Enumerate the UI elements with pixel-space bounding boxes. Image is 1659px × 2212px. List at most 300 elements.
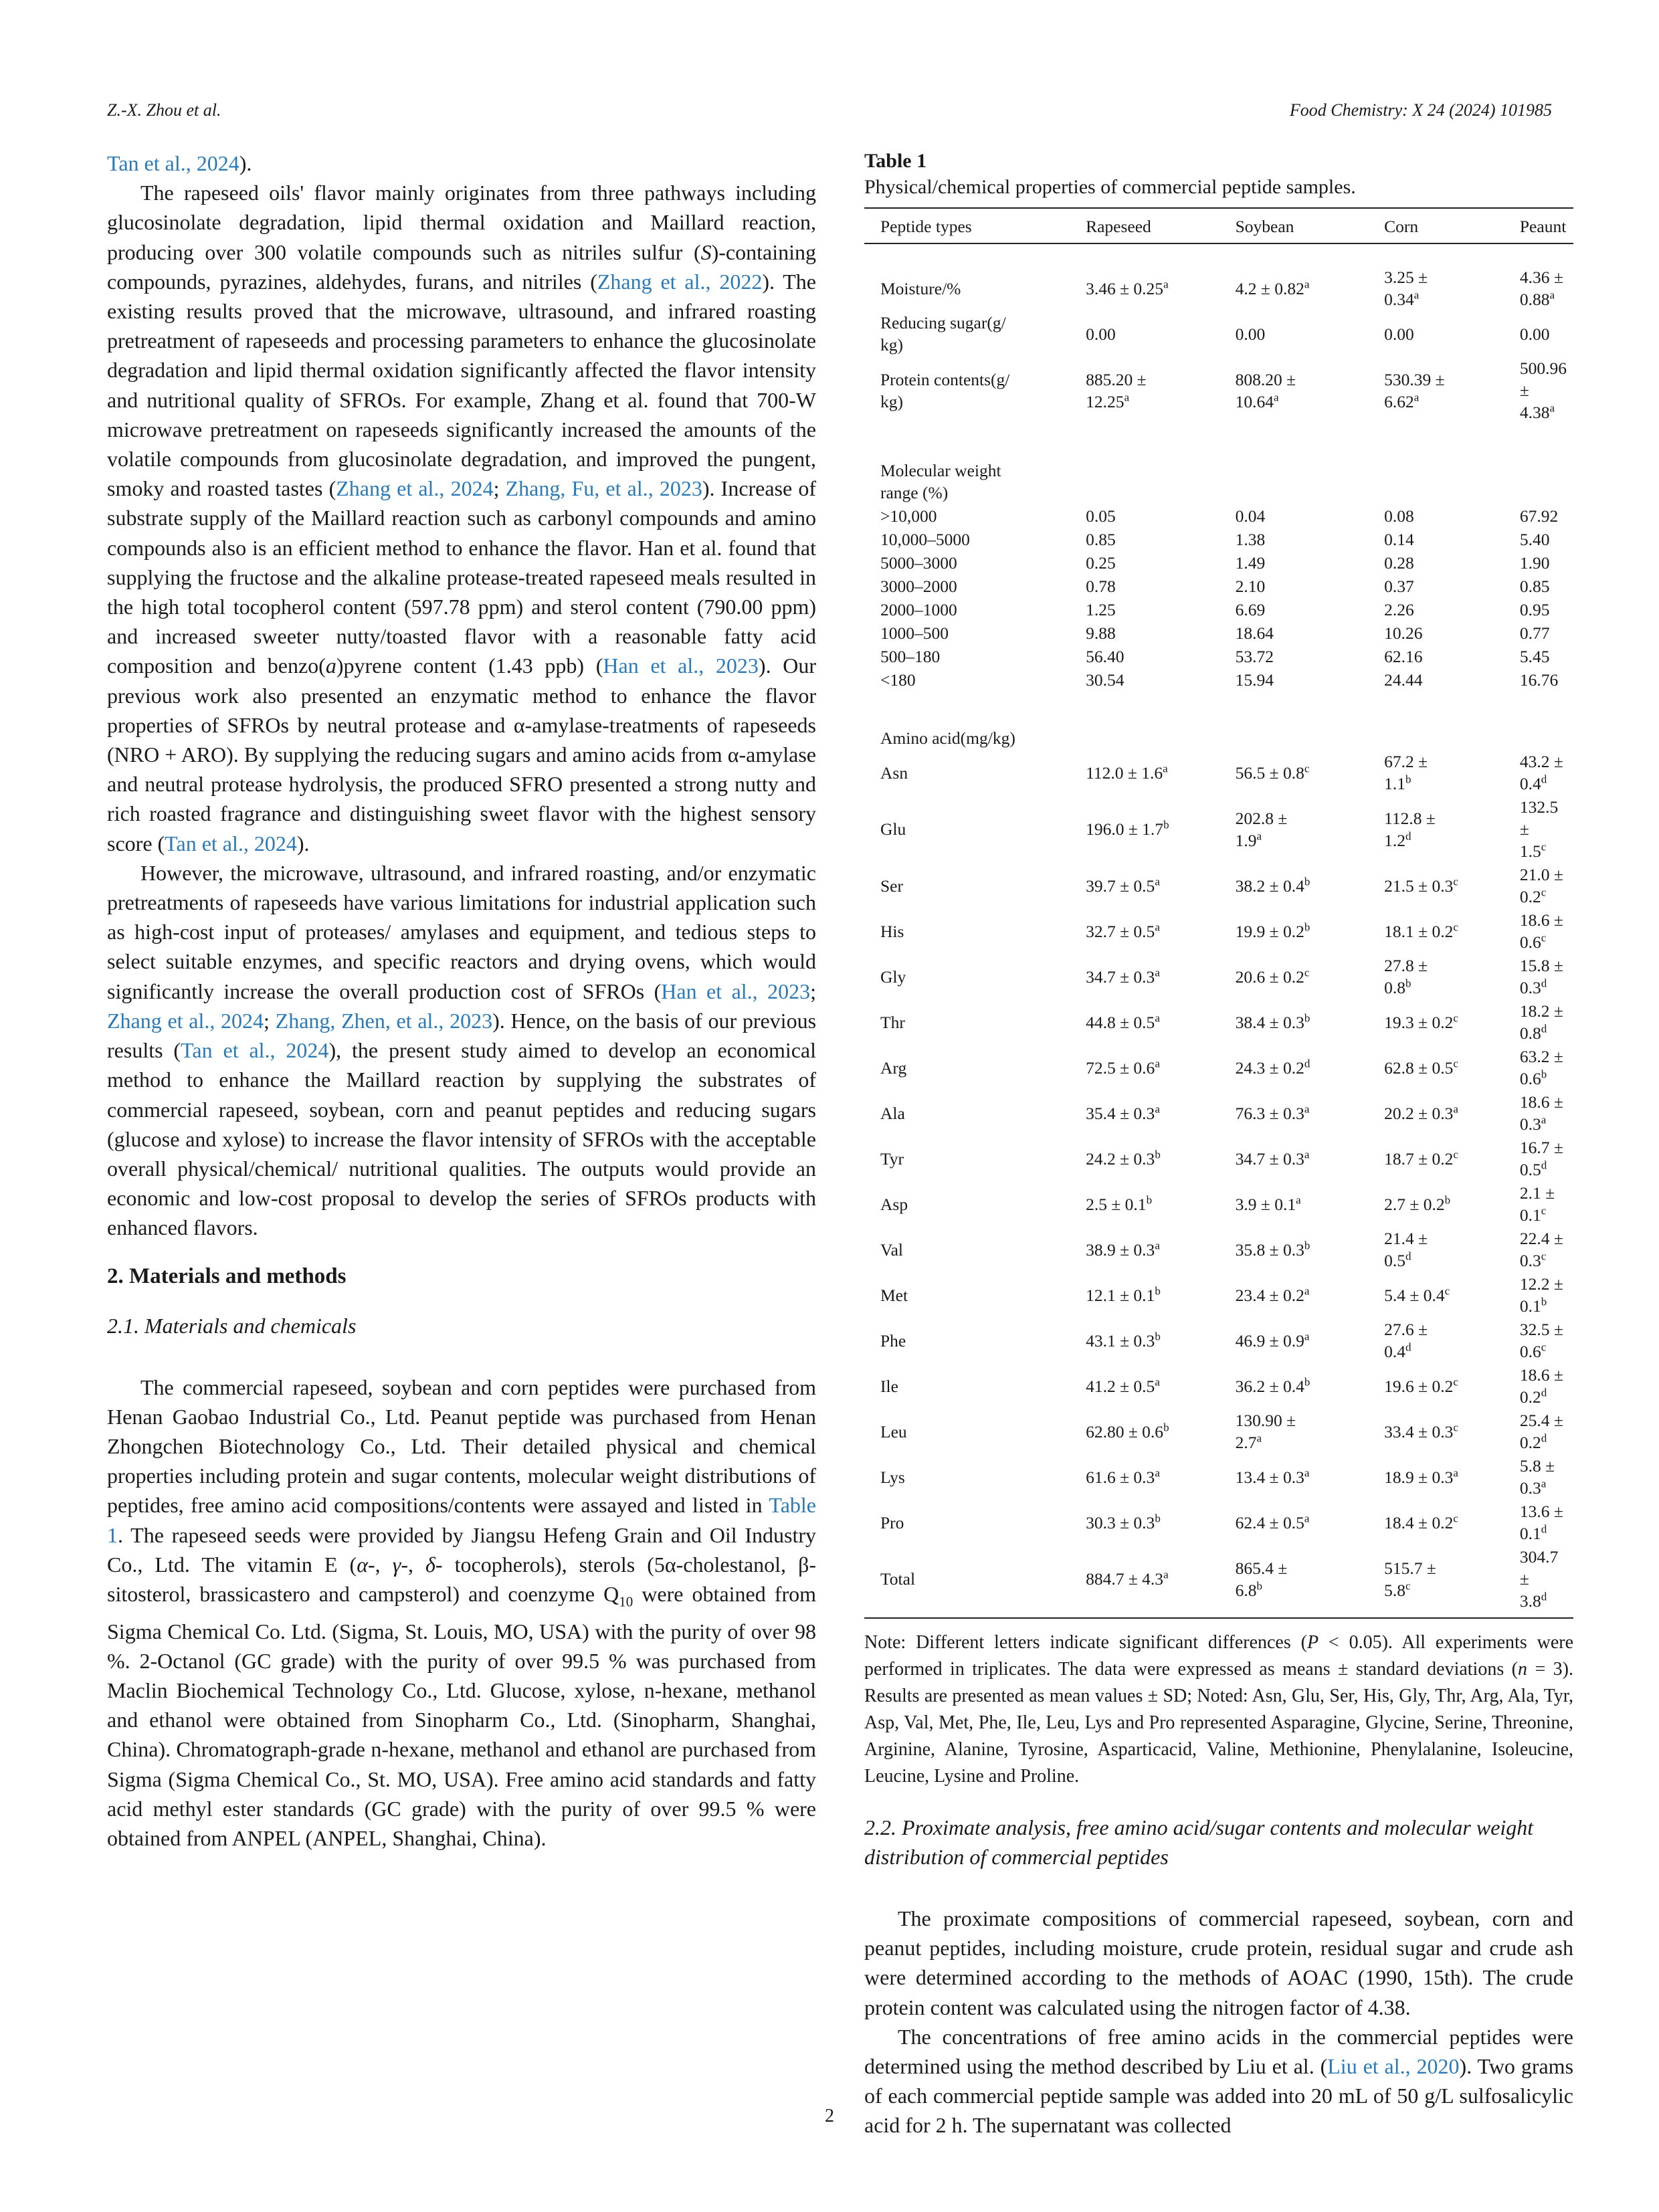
table-cell: 20.6 ± 0.2$^c$: [1235, 966, 1310, 987]
table-cell: 62.80 ± 0.6$^b$: [1086, 1421, 1169, 1441]
significance-letter: b: [1163, 1421, 1169, 1433]
table-cell: 112.0 ± 1.6$^a$: [1086, 762, 1168, 783]
table-cell: 76.3 ± 0.3$^a$: [1235, 1102, 1310, 1123]
significance-letter: c: [1453, 1421, 1458, 1433]
table-cell: 304.7 ± 3.8$^d$: [1504, 1545, 1573, 1618]
paragraph-proximate: The proximate compositions of commercial rapeseed, soybean, corn and peanut peptides, including moisture, crude protein, residual sugar and crude ash were determined according to the methods of AOAC (1990, 15th). The crude protein content was calculated using the nitrogen factor of 4.38.: [864, 1906, 1573, 2019]
subsection-heading-proximate: 2.2. Proximate analysis, free amino acid/sugar contents and molecular weight distribution of commercial peptides: [864, 1815, 1534, 1869]
table-row: [864, 311, 1573, 357]
significance-letter: a: [1549, 401, 1555, 415]
table-cell: 24.2 ± 0.3$^b$: [1086, 1148, 1161, 1169]
significance-letter: d: [1541, 1386, 1547, 1399]
table-row-label: 5000–3000: [880, 553, 957, 573]
table-row: [864, 668, 1573, 692]
subsection-heading-materials: 2.1. Materials and chemicals: [107, 1313, 357, 1338]
table-label: Table 1: [864, 150, 927, 172]
significance-letter: b: [1541, 1068, 1547, 1081]
significance-letter: a: [1155, 1011, 1160, 1024]
table-header-cell: Peptide types: [864, 208, 1070, 243]
table-row: [864, 1136, 1573, 1181]
table-cell: 12.2 ± 0.1$^b$: [1519, 1274, 1563, 1316]
table-cell: 18.7 ± 0.2$^c$: [1384, 1148, 1458, 1169]
significance-letter: c: [1453, 920, 1458, 933]
table-row-label: His: [880, 921, 904, 941]
table-row: [864, 1545, 1573, 1618]
significance-letter: c: [1453, 1057, 1458, 1070]
table-spacer-row: [864, 243, 1573, 266]
table-cell: 12.1 ± 0.1$^b$: [1086, 1284, 1161, 1305]
table-row-label: Total: [864, 1545, 1070, 1618]
table-cell: 62.8 ± 0.5$^c$: [1384, 1057, 1458, 1078]
significance-letter: b: [1405, 977, 1411, 990]
table-cell: 36.2 ± 0.4$^b$: [1235, 1375, 1310, 1396]
paragraph-limitations: However, the microwave, ultrasound, and infrared roasting, and/or enzymatic pretreatments of rapeseeds have various limitations for industrial application such as high-cost input of proteases/ amylases and equipment, and tedious steps to select suitable enzymes, and specific reactors and drying ovens, which would significantly increase the overall production cost of SFROs (Han et al., 2023; Zhang et al., 2024; Zhang, Zhen, et al., 2023). Hence, on the basis of our previous results (Tan et al., 2024), the present study aimed to develop an economical method to enhance the Maillard reaction by supplying the substrates of commercial rapeseed, soybean, corn and peanut peptides and reducing sugars (glucose and xylose) to increase the flavor intensity of SFROs with the acceptable overall physical/chemical/ nutritional qualities. The outputs would provide an economic and low-cost proposal to develop the series of SFROs products with enhanced flavors.: [107, 860, 817, 1240]
significance-letter: a: [1304, 278, 1310, 290]
significance-letter: a: [1549, 288, 1555, 302]
table-cell: 3.25 ± 0.34$^a$: [1384, 268, 1428, 309]
significance-letter: c: [1453, 875, 1458, 888]
table-cell: [1504, 459, 1573, 504]
significance-letter: b: [1256, 1579, 1262, 1592]
table-cell: 515.7 ± 5.8$^c$: [1368, 1545, 1504, 1618]
table-cell: 0.28: [1384, 553, 1414, 573]
citation-link[interactable]: Zhang et al., 2024: [107, 1008, 264, 1033]
table-cell: 2.7 ± 0.2$^b$: [1384, 1193, 1451, 1214]
table-row-label: Lys: [880, 1467, 905, 1487]
table-row: [864, 1454, 1573, 1500]
running-header-journal: Food Chemistry: X 24 (2024) 101985: [1289, 100, 1552, 120]
table-row-label: <180: [880, 670, 916, 690]
table-row-label: Thr: [880, 1012, 905, 1032]
citation-link[interactable]: Zhang, Zhen, et al., 2023: [275, 1008, 493, 1033]
table-cell: 9.88: [1086, 623, 1116, 643]
table-cell: 62.16: [1384, 647, 1423, 666]
table-spacer-cell: [864, 692, 1573, 726]
table-cell: 18.6 ± 0.2$^d$: [1519, 1365, 1563, 1407]
table-cell: 1.49: [1235, 553, 1266, 573]
significance-letter: b: [1304, 1239, 1310, 1251]
citation-link[interactable]: Zhang et al., 2024: [336, 476, 494, 501]
table-cell: 0.85: [1086, 530, 1116, 549]
table-cell: 44.8 ± 0.5$^a$: [1086, 1011, 1160, 1032]
significance-letter: a: [1256, 1431, 1262, 1445]
table-row-label: 3000–2000: [880, 577, 957, 596]
citation-link[interactable]: Liu et al., 2020: [1327, 2054, 1460, 2079]
table-row-label: Amino acid(mg/kg): [880, 728, 1015, 748]
table-cell: 22.4 ± 0.3$^c$: [1519, 1229, 1563, 1270]
table-cell: [1504, 726, 1573, 750]
table-spacer-cell: [864, 424, 1573, 459]
table-cell: [1219, 726, 1369, 750]
page-number: 2: [825, 2106, 834, 2126]
significance-letter: b: [1155, 1330, 1161, 1342]
table-row: [864, 1318, 1573, 1363]
table-cell: 13.6 ± 0.1$^d$: [1519, 1502, 1563, 1543]
significance-letter: b: [1405, 773, 1411, 786]
table-cell: 500.96 ± 4.38$^a$: [1519, 359, 1567, 422]
table-cell: 884.7 ± 4.3$^a$: [1070, 1545, 1219, 1618]
table-cell: 1.90: [1519, 553, 1550, 573]
significance-letter: c: [1304, 966, 1310, 979]
significance-letter: d: [1541, 1522, 1547, 1536]
significance-letter: a: [1155, 1102, 1160, 1115]
table-cell: 5.4 ± 0.4$^c$: [1384, 1284, 1450, 1305]
table-row-label: Gly: [880, 967, 906, 987]
table-row: [864, 621, 1573, 645]
table-cell: 16.76: [1519, 670, 1559, 690]
table-cell: [1219, 459, 1369, 504]
table-cell: 5.8 ± 0.3$^a$: [1519, 1456, 1555, 1498]
table-cell: 18.2 ± 0.8$^d$: [1519, 1001, 1563, 1043]
significance-letter: d: [1541, 1590, 1547, 1603]
significance-letter: b: [1304, 875, 1310, 888]
significance-letter: a: [1304, 1148, 1310, 1161]
table-cell: 15.94: [1235, 670, 1274, 690]
table-cell: 2.5 ± 0.1$^b$: [1086, 1193, 1153, 1214]
table-cell: 0.00: [1235, 324, 1266, 344]
table-cell: 0.95: [1519, 600, 1550, 619]
table-cell: 885.20 ± 12.25$^a$: [1086, 369, 1147, 411]
table-row: [864, 1227, 1573, 1272]
table-cell: 18.9 ± 0.3$^a$: [1384, 1466, 1458, 1487]
significance-letter: c: [1453, 1375, 1458, 1388]
table-cell: 0.05: [1086, 506, 1116, 526]
significance-letter: b: [1304, 1375, 1310, 1388]
significance-letter: c: [1541, 840, 1547, 853]
table-cell: 4.36 ± 0.88$^a$: [1519, 268, 1563, 309]
table-cell: 0.08: [1384, 506, 1414, 526]
significance-letter: d: [1541, 1431, 1547, 1445]
table-row-label: 10,000–5000: [880, 530, 970, 549]
table-row-label: 500–180: [880, 647, 941, 666]
significance-letter: d: [1405, 829, 1411, 842]
significance-letter: a: [1453, 1102, 1458, 1115]
table-cell: 2.1 ± 0.1$^c$: [1519, 1183, 1555, 1225]
table-cell: 865.4 ± 6.8$^b$: [1219, 1545, 1369, 1618]
table-row-label: Ser: [880, 876, 903, 896]
table-row: [864, 908, 1573, 954]
significance-letter: b: [1163, 818, 1169, 831]
table-cell: 53.72: [1235, 647, 1274, 666]
table-cell: 0.00: [1384, 324, 1414, 344]
table-cell: 6.69: [1235, 600, 1266, 619]
table-row: [864, 863, 1573, 908]
table-row-label: Tyr: [880, 1148, 904, 1169]
table-cell: 35.4 ± 0.3$^a$: [1086, 1102, 1160, 1123]
significance-letter: a: [1256, 829, 1262, 842]
table-cell: 530.39 ± 6.62$^a$: [1384, 369, 1445, 411]
table-cell: 3.9 ± 0.1$^a$: [1235, 1193, 1301, 1214]
table-row: [864, 1363, 1573, 1409]
significance-letter: a: [1304, 1330, 1310, 1342]
table-cell: 18.4 ± 0.2$^c$: [1384, 1512, 1458, 1532]
table-cell: 19.6 ± 0.2$^c$: [1384, 1375, 1458, 1396]
significance-letter: c: [1453, 1011, 1458, 1024]
significance-letter: c: [1541, 1249, 1547, 1263]
table-cell: 46.9 ± 0.9$^a$: [1235, 1330, 1310, 1350]
table-cell: 808.20 ± 10.64$^a$: [1235, 369, 1296, 411]
table-cell: 30.3 ± 0.3$^b$: [1086, 1512, 1161, 1532]
table-cell: 25.4 ± 0.2$^d$: [1519, 1411, 1563, 1452]
table-cell: 23.4 ± 0.2$^a$: [1235, 1284, 1310, 1305]
table-row: [864, 551, 1573, 575]
table-cell: 21.5 ± 0.3$^c$: [1384, 875, 1458, 896]
table-cell: [1070, 726, 1219, 750]
significance-letter: a: [1413, 391, 1420, 403]
table-cell: 2.26: [1384, 600, 1414, 619]
table-cell: 63.2 ± 0.6$^b$: [1519, 1047, 1563, 1088]
table-cell: 35.8 ± 0.3$^b$: [1235, 1239, 1310, 1260]
table-footnote: Note: Different letters indicate significant differences (P < 0.05). All experiments were performed in triplicates. The data were expressed as means ± standard deviations (n = 3). Results are presented as mean values ± SD; Noted: Asn, Glu, Ser, His, Gly, Thr, Arg, Ala, Tyr, Asp, Val, Met, Phe, Ile, Leu, Lys and Pro represented Asparagine, Glycine, Serine, Threonine, Arginine, Alanine, Tyrosine, Asparticacid, Valine, Methionine, Phenylalanine, Isoleucine, Leucine, Lysine and Proline.: [864, 1632, 1574, 1787]
table-cell: 32.5 ± 0.6$^c$: [1519, 1320, 1563, 1361]
significance-letter: a: [1296, 1193, 1301, 1206]
table-row: [864, 459, 1573, 504]
table-cell: 3.46 ± 0.25$^a$: [1086, 278, 1169, 298]
table-row: [864, 598, 1573, 621]
table-cell: 56.40: [1086, 647, 1125, 666]
significance-letter: a: [1453, 1466, 1458, 1479]
table-cell: 24.44: [1384, 670, 1423, 690]
table-row-label: Leu: [880, 1421, 907, 1441]
significance-letter: c: [1304, 762, 1310, 775]
table-cell: 38.4 ± 0.3$^b$: [1235, 1011, 1310, 1032]
significance-letter: d: [1304, 1057, 1310, 1070]
table-cell: 43.2 ± 0.4$^d$: [1519, 752, 1563, 793]
right-column: [864, 148, 1573, 2140]
table-cell: 5.45: [1519, 647, 1550, 666]
table-cell: 4.2 ± 0.82$^a$: [1235, 278, 1310, 298]
significance-letter: b: [1155, 1148, 1161, 1161]
significance-letter: a: [1304, 1284, 1310, 1297]
table-cell: 0.77: [1519, 623, 1550, 643]
table-cell: 61.6 ± 0.3$^a$: [1086, 1466, 1160, 1487]
table-header-cell: Soybean: [1219, 208, 1369, 243]
table-row-label: Asp: [880, 1194, 908, 1214]
significance-letter: b: [1146, 1193, 1153, 1206]
significance-letter: c: [1541, 1340, 1547, 1354]
table-cell: 2.10: [1235, 577, 1266, 596]
table-cell: 33.4 ± 0.3$^c$: [1384, 1421, 1458, 1441]
table-row: [864, 528, 1573, 551]
table-row-label: 1000–500: [880, 623, 949, 643]
significance-letter: a: [1304, 1466, 1310, 1479]
citation-link[interactable]: Tan et al., 2024: [181, 1038, 329, 1063]
table-cell: 0.04: [1235, 506, 1266, 526]
table-row: [864, 750, 1573, 795]
table-cell: 43.1 ± 0.3$^b$: [1086, 1330, 1161, 1350]
significance-letter: c: [1453, 1512, 1458, 1524]
table-row: [864, 645, 1573, 668]
table-row-label: Val: [880, 1239, 903, 1260]
significance-letter: a: [1304, 1512, 1310, 1524]
table-peptide-properties: [864, 207, 1573, 1619]
table-row-label: Ala: [880, 1103, 905, 1123]
table-spacer-row: [864, 424, 1573, 459]
table-cell: 34.7 ± 0.3$^a$: [1235, 1148, 1310, 1169]
table-row: [864, 954, 1573, 999]
table-row-label: Ile: [880, 1376, 898, 1396]
table-cell: 21.4 ± 0.5$^d$: [1384, 1229, 1428, 1270]
significance-letter: b: [1155, 1284, 1161, 1297]
table-cell: 0.14: [1384, 530, 1414, 549]
table-cell: 24.3 ± 0.2$^d$: [1235, 1057, 1310, 1078]
significance-letter: a: [1155, 966, 1160, 979]
significance-letter: b: [1541, 1295, 1547, 1308]
significance-letter: a: [1163, 278, 1169, 290]
table-cell: 0.37: [1384, 577, 1414, 596]
significance-letter: a: [1155, 1466, 1160, 1479]
table-cell: 19.9 ± 0.2$^b$: [1235, 920, 1310, 941]
significance-letter: d: [1541, 1022, 1547, 1035]
table-cell: 15.8 ± 0.3$^d$: [1519, 956, 1563, 997]
significance-letter: d: [1541, 977, 1547, 990]
table-cell: 67.2 ± 1.1$^b$: [1384, 752, 1428, 793]
paragraph-continuation: Tan et al., 2024).: [107, 151, 252, 175]
significance-letter: c: [1541, 886, 1547, 899]
table-row: [864, 1500, 1573, 1545]
table-cell: 18.6 ± 0.3$^a$: [1519, 1092, 1563, 1134]
table-cell: 41.2 ± 0.5$^a$: [1086, 1375, 1160, 1396]
table-header-cell: Corn: [1368, 208, 1504, 243]
significance-letter: c: [1444, 1284, 1450, 1297]
table-cell: 38.2 ± 0.4$^b$: [1235, 875, 1310, 896]
citation-link[interactable]: Zhang et al., 2022: [597, 269, 763, 294]
table-cell: 34.7 ± 0.3$^a$: [1086, 966, 1160, 987]
significance-letter: c: [1541, 1204, 1547, 1217]
table-row-label: 2000–1000: [880, 600, 957, 619]
significance-letter: a: [1273, 391, 1279, 403]
table-cell: 130.90 ± 2.7$^a$: [1235, 1411, 1296, 1452]
citation-link[interactable]: Han et al., 2023: [603, 653, 759, 678]
table-cell: [1368, 459, 1504, 504]
table-cell: 18.6 ± 0.6$^c$: [1519, 910, 1563, 952]
table-cell: 5.40: [1519, 530, 1550, 549]
significance-letter: a: [1155, 1375, 1160, 1388]
table-cell: 39.7 ± 0.5$^a$: [1086, 875, 1160, 896]
significance-letter: c: [1453, 1148, 1458, 1161]
paragraph-flavor-pathways: The rapeseed oils' flavor mainly originates from three pathways including glucosinolate degradation, lipid thermal oxidation and Maillard reaction, producing over 300 volatile compounds such as nitriles sulfur (S)-containing compounds, pyrazines, aldehydes, furans, and nitriles (Zhang et al., 2022). The existing results proved that the microwave, ultrasound, and infrared roasting pretreatment of rapeseeds and processing parameters to enhance the glucosinolate degradation and lipid thermal oxidation significantly affected the flavor intensity and nutritional quality of SFROs. For example, Zhang et al. found that 700-W microwave pretreatment on rapeseeds significantly increased the amounts of the volatile compounds from glucosinolate degradation, and improved the pungent, smoky and roasted tastes (Zhang et al., 2024; Zhang, Fu, et al., 2023). Increase of substrate supply of the Maillard reaction such as carbonyl compounds and amino compounds also is an efficient method to enhance the flavor. Han et al. found that supplying the fructose and the alkaline protease-treated rapeseed meals resulted in the high total tocopherol content (597.78 ppm) and sterol content (790.00 ppm) and increased sweeter nutty/toasted flavor with a reasonable fatty acid composition and benzo(a)pyrene content (1.43 ppb) (Han et al., 2023). Our previous work also presented an enzymatic method to enhance the flavor properties of SFROs by neutral protease and α-amylase-treatments of rapeseeds (NRO + ARO). By supplying the reducing sugars and amino acids from α-amylase and neutral protease hydrolysis, the produced SFRO presented a strong nutty and rich roasted fragrance and distinguishing sweet flavor with the highest sensory score (Tan et al., 2024).: [107, 181, 817, 856]
table-row-label: Met: [880, 1285, 908, 1305]
table-row-label: >10,000: [880, 506, 937, 526]
table-row-label: Asn: [880, 763, 908, 783]
table-cell: 10.26: [1384, 623, 1423, 643]
table-reference-link[interactable]: Table 1: [107, 1493, 816, 1547]
table-body: [864, 243, 1573, 1618]
significance-letter: b: [1155, 1512, 1161, 1524]
significance-letter: b: [1444, 1193, 1451, 1206]
table-row-label: Protein contents(g/ kg): [880, 369, 1010, 411]
table-cell: 19.3 ± 0.2$^c$: [1384, 1011, 1458, 1032]
table-cell: 0.85: [1519, 577, 1550, 596]
table-cell: 30.54: [1086, 670, 1125, 690]
table-row-label: Glu: [880, 819, 906, 839]
significance-letter: d: [1405, 1340, 1411, 1354]
table-cell: 13.4 ± 0.3$^a$: [1235, 1466, 1310, 1487]
table-caption: Physical/chemical properties of commercial peptide samples.: [864, 176, 1356, 198]
significance-letter: a: [1155, 920, 1160, 933]
table-header-cell: Rapeseed: [1070, 208, 1219, 243]
significance-letter: a: [1155, 875, 1160, 888]
significance-letter: c: [1541, 931, 1547, 944]
table-cell: 20.2 ± 0.3$^a$: [1384, 1102, 1458, 1123]
significance-letter: a: [1163, 762, 1168, 775]
table-cell: 38.9 ± 0.3$^a$: [1086, 1239, 1160, 1260]
table-row-label: Moisture/%: [880, 278, 961, 298]
section-heading-materials-methods: 2. Materials and methods: [107, 1264, 347, 1288]
table-cell: 1.25: [1086, 600, 1116, 619]
table-cell: 0.78: [1086, 577, 1116, 596]
table-cell: 21.0 ± 0.2$^c$: [1519, 865, 1563, 906]
significance-letter: b: [1304, 1011, 1310, 1024]
table-row: [864, 504, 1573, 528]
table-row-label: Phe: [880, 1330, 906, 1350]
significance-letter: a: [1304, 1102, 1310, 1115]
citation-link[interactable]: Zhang, Fu, et al., 2023: [505, 476, 702, 501]
significance-letter: a: [1124, 391, 1129, 403]
significance-letter: d: [1541, 1159, 1547, 1172]
significance-letter: a: [1413, 288, 1420, 302]
table-row: [864, 575, 1573, 598]
table-cell: 18.64: [1235, 623, 1274, 643]
running-header-authors: Z.-X. Zhou et al.: [107, 100, 221, 120]
table-cell: 0.00: [1519, 324, 1550, 344]
table-cell: 0.25: [1086, 553, 1116, 573]
table-cell: 132.5 ± 1.5$^c$: [1519, 797, 1559, 861]
significance-letter: d: [1405, 1249, 1411, 1263]
table-row: [864, 999, 1573, 1045]
table-cell: 1.38: [1235, 530, 1266, 549]
table-cell: 16.7 ± 0.5$^d$: [1519, 1138, 1563, 1179]
paragraph-materials: The commercial rapeseed, soybean and corn peptides were purchased from Henan Gaobao Industrial Co., Ltd. Peanut peptide was purchased from Henan Zhongchen Biotechnology Co., Ltd. Their detailed physical and chemical properties including protein and sugar contents, molecular weight distributions of peptides, free amino acid compositions/contents were assayed and listed in Table 1. The rapeseed seeds were provided by Jiangsu Hefeng Grain and Oil Industry Co., Ltd. The vitamin E (α-, γ-, δ- tocopherols), sterols (5α-cholestanol, β-sitosterol, brassicastero and campsterol) and coenzyme $Q_{10}$ were obtained from Sigma Chemical Co. Ltd. (Sigma, St. Louis, MO, USA) with the purity of over 98 %. 2-Octanol (GC grade) with the purity of over 99.5 % was purchased from Maclin Biochemical Technology Co., Ltd. Glucose, xylose, n-hexane, methanol and ethanol were obtained from Sinopharm Co., Ltd. (Sinopharm, Shanghai, China). Chromatograph-grade n-hexane, methanol and ethanol are purchased from Sigma (Sigma Chemical Co., St. MO, USA). Free amino acid standards and fatty acid methyl ester standards (GC grade) with the purity of over 99.5 % were obtained from ANPEL (ANPEL, Shanghai, China).: [107, 1375, 817, 1850]
table-row: [864, 1090, 1573, 1136]
significance-letter: a: [1541, 1113, 1547, 1126]
table-header-row: [864, 208, 1573, 243]
significance-letter: a: [1541, 1477, 1547, 1490]
table-row: [864, 1045, 1573, 1090]
table-cell: [1368, 726, 1504, 750]
significance-letter: b: [1304, 920, 1310, 933]
table-cell: 27.6 ± 0.4$^d$: [1384, 1320, 1428, 1361]
table-cell: 196.0 ± 1.7$^b$: [1086, 818, 1169, 839]
table-row: [864, 1409, 1573, 1454]
table-row-label: Arg: [880, 1058, 907, 1078]
paragraph-amino-acids: The concentrations of free amino acids in the commercial peptides were determined using the method described by Liu et al. (Liu et al., 2020). Two grams of each commercial peptide sample was added into 20 mL of 50 g/L sulfosalicylic acid for 2 h. The supernatant was collected: [864, 2024, 1574, 2138]
significance-letter: a: [1155, 1239, 1160, 1251]
table-cell: 67.92: [1519, 506, 1559, 526]
table-row: [864, 1181, 1573, 1227]
table-row: [864, 795, 1573, 863]
citation-link[interactable]: Tan et al., 2024: [107, 151, 239, 175]
table-row: [864, 726, 1573, 750]
table-row: [864, 266, 1573, 311]
table-cell: 18.1 ± 0.2$^c$: [1384, 920, 1458, 941]
table-row: [864, 357, 1573, 424]
table-spacer-cell: [864, 243, 1573, 266]
table-cell: 56.5 ± 0.8$^c$: [1235, 762, 1310, 783]
citation-link[interactable]: Tan et al., 2024: [165, 831, 297, 856]
table-cell: 32.7 ± 0.5$^a$: [1086, 920, 1160, 941]
table-spacer-row: [864, 692, 1573, 726]
table-cell: 0.00: [1086, 324, 1116, 344]
table-row-label: Reducing sugar(g/ kg): [880, 313, 1006, 355]
table-cell: 72.5 ± 0.6$^a$: [1086, 1057, 1160, 1078]
table-row-label: Molecular weight range (%): [880, 461, 1001, 502]
citation-link[interactable]: Han et al., 2023: [661, 979, 811, 1003]
table-cell: 202.8 ± 1.9$^a$: [1235, 808, 1288, 850]
significance-letter: c: [1405, 1579, 1411, 1592]
table-cell: [1070, 459, 1219, 504]
table-cell: 112.8 ± 1.2$^d$: [1384, 808, 1436, 850]
